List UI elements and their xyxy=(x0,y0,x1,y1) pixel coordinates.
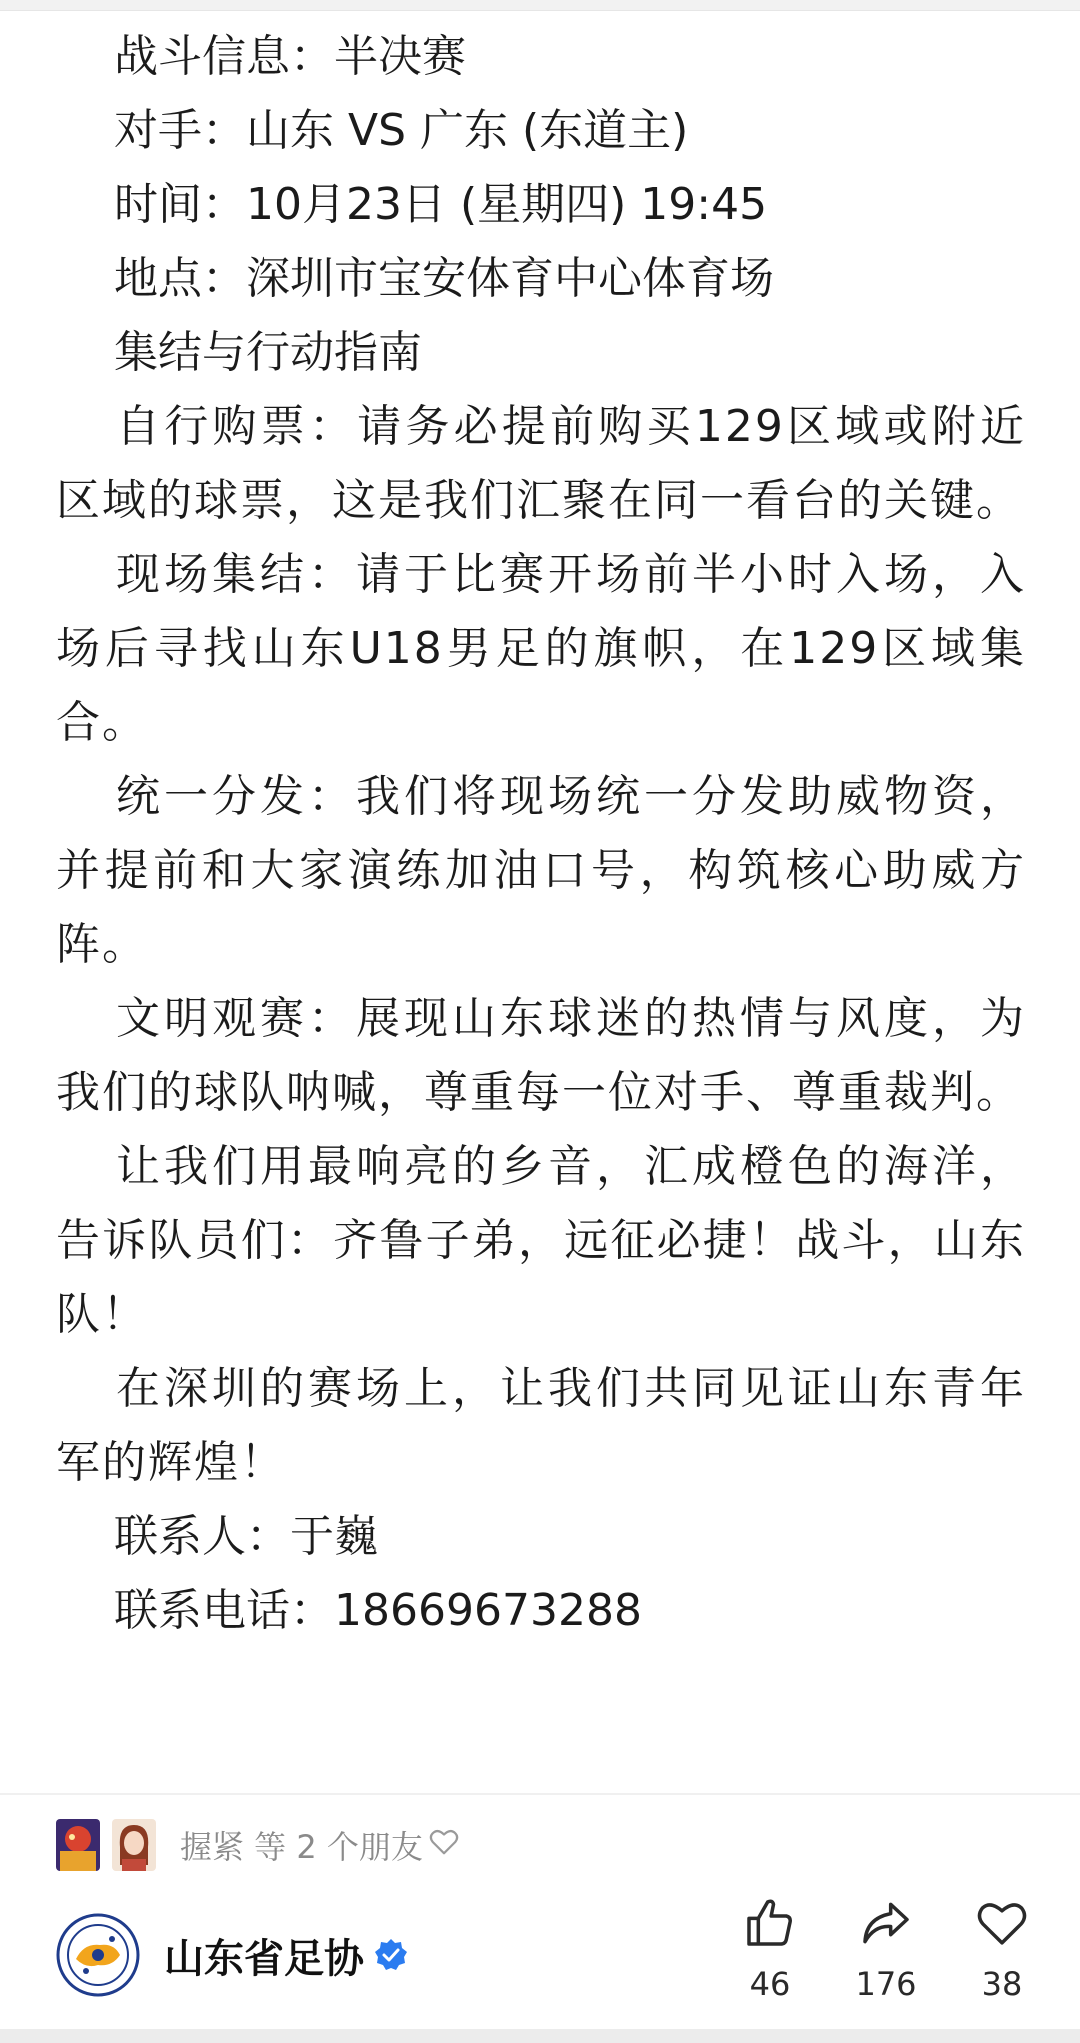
share-count: 176 xyxy=(855,1965,917,2003)
friends-liked-label: 握紧 等 2 个朋友 xyxy=(180,1828,423,1866)
opponent-line: 对手：山东 VS 广东 (东道主) xyxy=(114,105,689,156)
action-bar xyxy=(720,1895,1080,2015)
author-row[interactable] xyxy=(56,1905,408,2005)
share-button[interactable] xyxy=(836,1895,936,2003)
friends-liked-text xyxy=(180,1822,459,1868)
bottom-bar xyxy=(0,2029,1080,2043)
contact-person-line: 联系人：于巍 xyxy=(114,1511,378,1562)
distribution-paragraph: 统一分发：我们将现场统一分发助威物资，并提前和大家演练加油口号，构筑核心助威方阵。 xyxy=(56,771,1026,970)
rally-paragraph: 让我们用最响亮的乡音，汇成橙色的海洋，告诉队员们：齐鲁子弟，远征必捷！战斗，山东队！ xyxy=(56,1141,1026,1340)
heart-icon xyxy=(952,1895,1052,1951)
heart-outline-icon xyxy=(429,1826,459,1864)
like-count: 46 xyxy=(749,1965,791,2003)
match-info-line: 战斗信息：半决赛 xyxy=(114,31,466,82)
ticket-paragraph: 自行购票：请务必提前购买129区域或附近区域的球票，这是我们汇聚在同一看台的关键。 xyxy=(56,401,1026,526)
friends-liked-row[interactable] xyxy=(56,1815,459,1875)
conduct-paragraph: 文明观赛：展现山东球迷的热情与风度，为我们的球队呐喊，尊重每一位对手、尊重裁判。 xyxy=(56,993,1026,1118)
closing-paragraph: 在深圳的赛场上，让我们共同见证山东青年军的辉煌！ xyxy=(56,1363,1026,1488)
article-body xyxy=(56,20,1026,1648)
guide-heading: 集结与行动指南 xyxy=(114,327,422,378)
contact-phone-line[interactable]: 联系电话：18669673288 xyxy=(114,1585,642,1636)
section-divider xyxy=(0,1793,1080,1795)
thumbs-up-icon xyxy=(720,1895,820,1951)
venue-line: 地点：深圳市宝安体育中心体育场 xyxy=(114,253,774,304)
like-button[interactable] xyxy=(720,1895,820,2003)
author-name[interactable]: 山东省足协 xyxy=(164,1935,364,1982)
favorite-button[interactable] xyxy=(952,1895,1052,2003)
favorite-count: 38 xyxy=(981,1965,1023,2003)
verified-badge-icon xyxy=(374,1938,408,1972)
top-divider xyxy=(0,0,1080,11)
time-line: 时间：10月23日 (星期四) 19:45 xyxy=(114,179,768,230)
gathering-paragraph: 现场集结：请于比赛开场前半小时入场，入场后寻找山东U18男足的旗帜，在129区域集合。 xyxy=(56,549,1026,748)
friend-avatar[interactable] xyxy=(56,1819,100,1871)
share-arrow-icon xyxy=(836,1895,936,1951)
author-logo[interactable] xyxy=(56,1913,140,1997)
friend-avatar[interactable] xyxy=(112,1819,156,1871)
